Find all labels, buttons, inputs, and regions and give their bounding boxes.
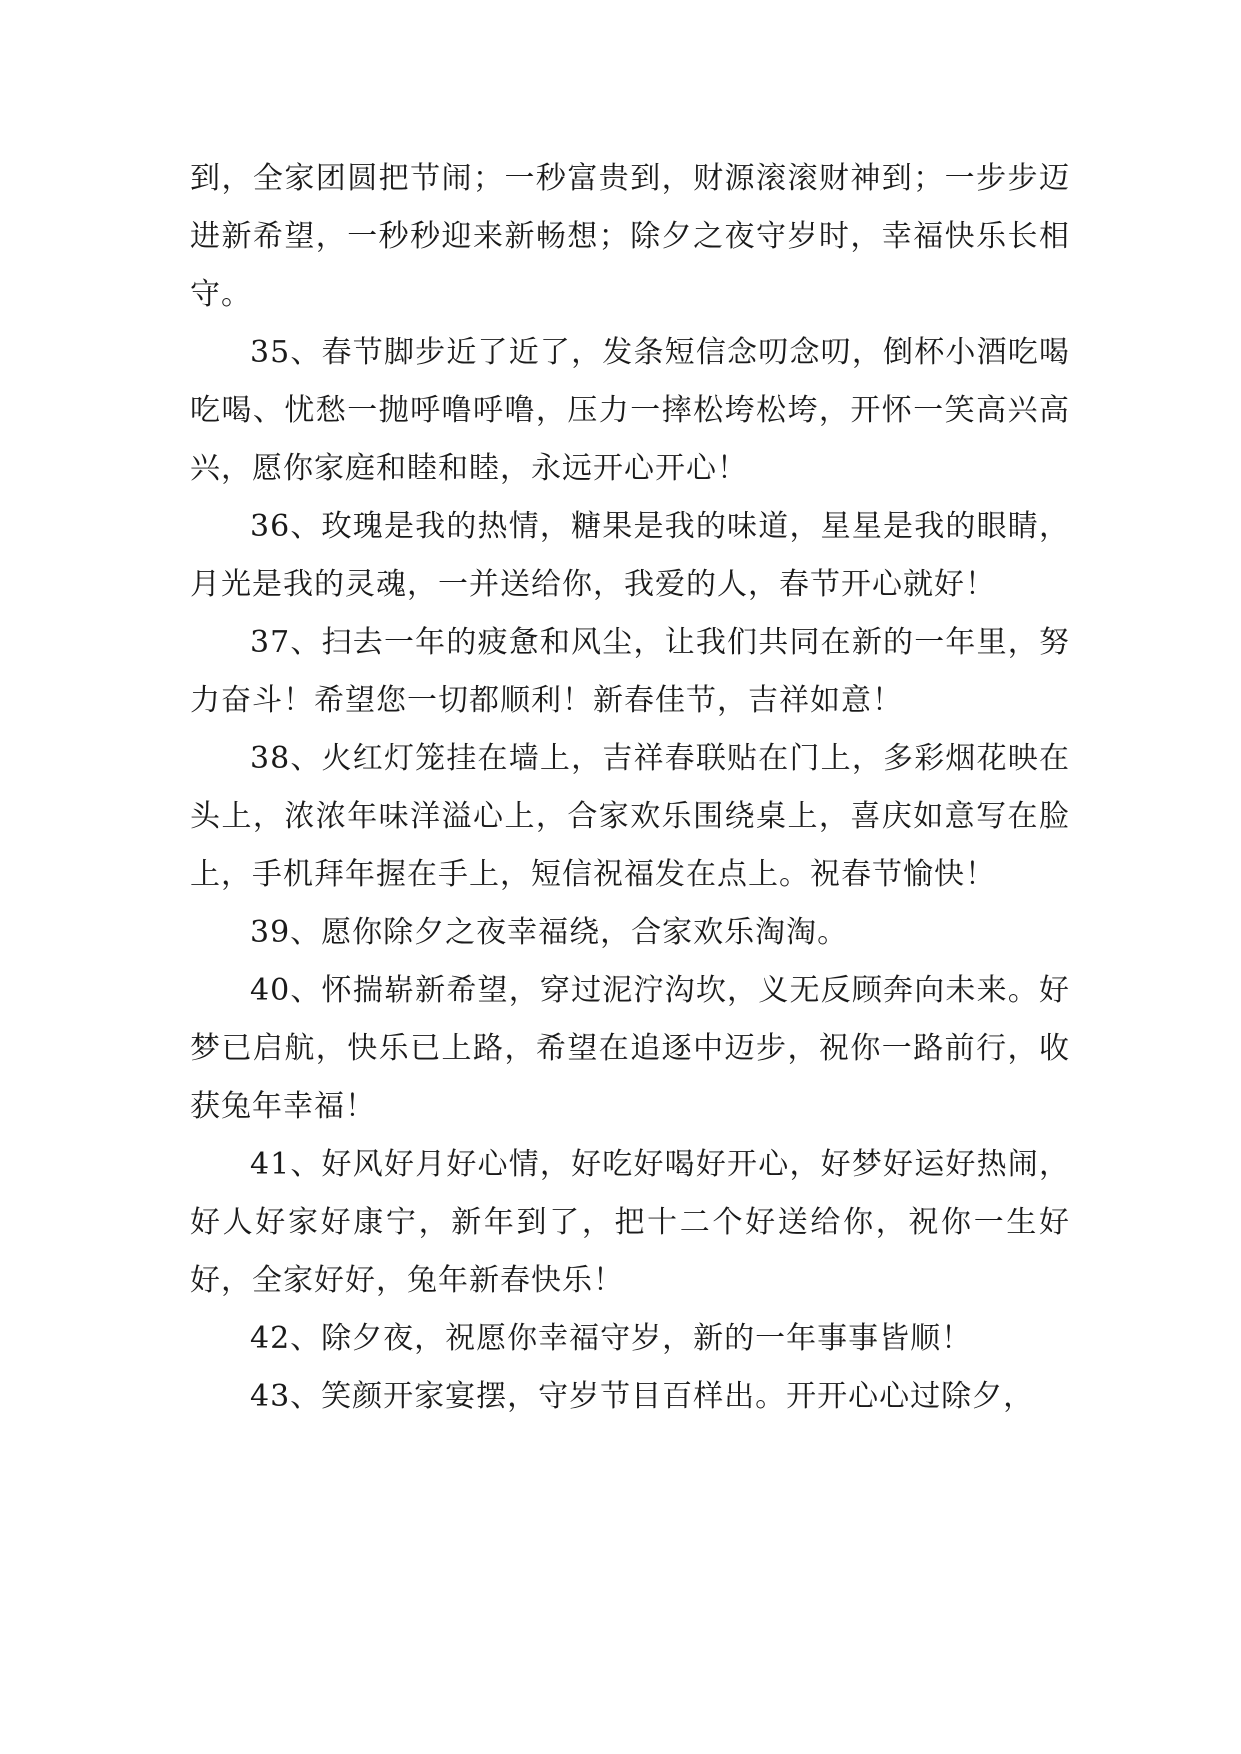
paragraph: 35、春节脚步近了近了，发条短信念叨念叨，倒杯小酒吃喝吃喝、忧愁一抛呼噜呼噜，压力一摔松垮松垮，开怀一笑高兴高兴，愿你家庭和睦和睦，永远开心开心！	[190, 335, 1070, 486]
document-body	[190, 150, 1070, 1426]
paragraph: 36、玫瑰是我的热情，糖果是我的味道，星星是我的眼睛，月光是我的灵魂，一并送给你，我爱的人，春节开心就好！	[190, 509, 1070, 602]
paragraph: 38、火红灯笼挂在墙上，吉祥春联贴在门上，多彩烟花映在头上，浓浓年味洋溢心上，合家欢乐围绕桌上，喜庆如意写在脸上，手机拜年握在手上，短信祝福发在点上。祝春节愉快！	[190, 741, 1070, 892]
paragraph: 到，全家团圆把节闹；一秒富贵到，财源滚滚财神到；一步步迈进新希望，一秒秒迎来新畅想；除夕之夜守岁时，幸福快乐长相守。	[190, 161, 1070, 312]
paragraph: 39、愿你除夕之夜幸福绕，合家欢乐淘淘。	[250, 915, 849, 950]
paragraph: 41、好风好月好心情，好吃好喝好开心，好梦好运好热闹，好人好家好康宁，新年到了，把十二个好送给你，祝你一生好好，全家好好，兔年新春快乐！	[190, 1147, 1070, 1298]
paragraph: 37、扫去一年的疲惫和风尘，让我们共同在新的一年里，努力奋斗！希望您一切都顺利！新春佳节，吉祥如意！	[190, 625, 1070, 718]
paragraph: 40、怀揣崭新希望，穿过泥泞沟坎，义无反顾奔向未来。好梦已启航，快乐已上路，希望在追逐中迈步，祝你一路前行，收获兔年幸福！	[190, 973, 1070, 1124]
paragraph: 42、除夕夜，祝愿你幸福守岁，新的一年事事皆顺！	[250, 1321, 973, 1356]
paragraph: 43、笑颜开家宴摆，守岁节目百样出。开开心心过除夕，	[250, 1379, 1035, 1414]
